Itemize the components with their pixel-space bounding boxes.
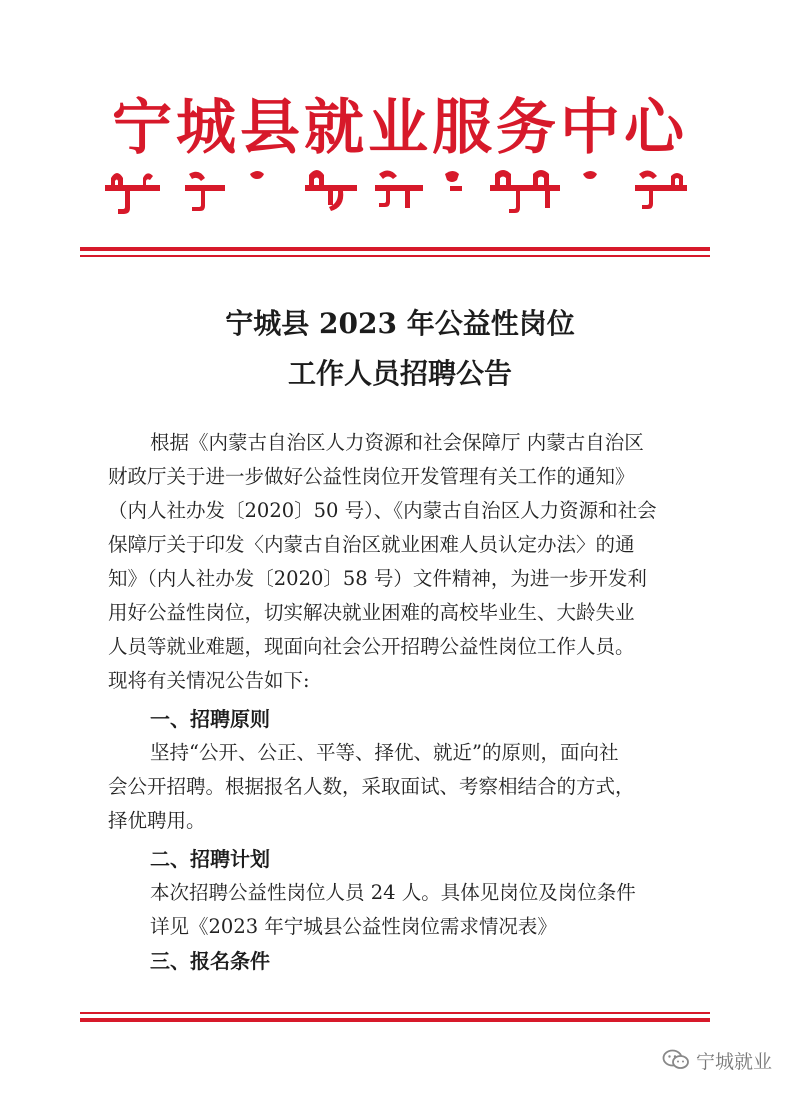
section-heading-principles: 一、招聘原则 xyxy=(150,707,270,731)
intro-line: 用好公益性岗位，切实解决就业困难的高校毕业生、大龄失业 xyxy=(108,601,635,624)
document-title-line-1: 宁城县 2023 年公益性岗位 xyxy=(225,307,575,340)
header-rule-thin xyxy=(80,255,710,257)
org-name-header: 宁城县就业服务中心 xyxy=(112,93,688,163)
footer-rule-thick xyxy=(80,1018,710,1022)
document-title-line-2: 工作人员招聘公告 xyxy=(287,357,512,390)
section-line: 会公开招聘。根据报名人数，采取面试、考察相结合的方式， xyxy=(108,775,635,798)
wechat-icon xyxy=(662,1048,690,1072)
section-line: 本次招聘公益性岗位人员 24 人。具体见岗位及岗位条件 xyxy=(150,881,636,904)
watermark xyxy=(662,1045,772,1075)
intro-line: 财政厅关于进一步做好公益性岗位开发管理有关工作的通知》 xyxy=(108,465,635,488)
section-heading-requirements: 三、报名条件 xyxy=(150,949,270,973)
intro-paragraph xyxy=(108,426,708,698)
header-rule-thick xyxy=(80,247,710,251)
section-heading-plan: 二、招聘计划 xyxy=(150,847,270,871)
watermark-text: 宁城就业 xyxy=(695,1050,772,1073)
intro-line: 人员等就业难题，现面向社会公开招聘公益性岗位工作人员。 xyxy=(108,635,635,658)
section-principles-body xyxy=(108,736,708,838)
section-line: 坚持“公开、公正、平等、择优、就近”的原则，面向社 xyxy=(150,741,619,764)
intro-line: 根据《内蒙古自治区人力资源和社会保障厅 内蒙古自治区 xyxy=(150,431,644,454)
intro-line: （内人社办发〔2020〕50 号）、《内蒙古自治区人力资源和社会 xyxy=(108,499,657,522)
section-line: 择优聘用。 xyxy=(108,809,206,832)
section-line: 详见《2023 年宁城县公益性岗位需求情况表》 xyxy=(150,915,557,938)
intro-line: 现将有关情况公告如下: xyxy=(108,669,310,692)
footer-rule-thin xyxy=(80,1012,710,1014)
intro-line: 知》（内人社办发〔2020〕58 号）文件精神，为进一步开发利 xyxy=(108,567,647,590)
mongolian-script-logo xyxy=(105,160,695,220)
section-plan-body xyxy=(108,876,708,944)
intro-line: 保障厅关于印发〈内蒙古自治区就业困难人员认定办法〉的通 xyxy=(108,533,635,556)
